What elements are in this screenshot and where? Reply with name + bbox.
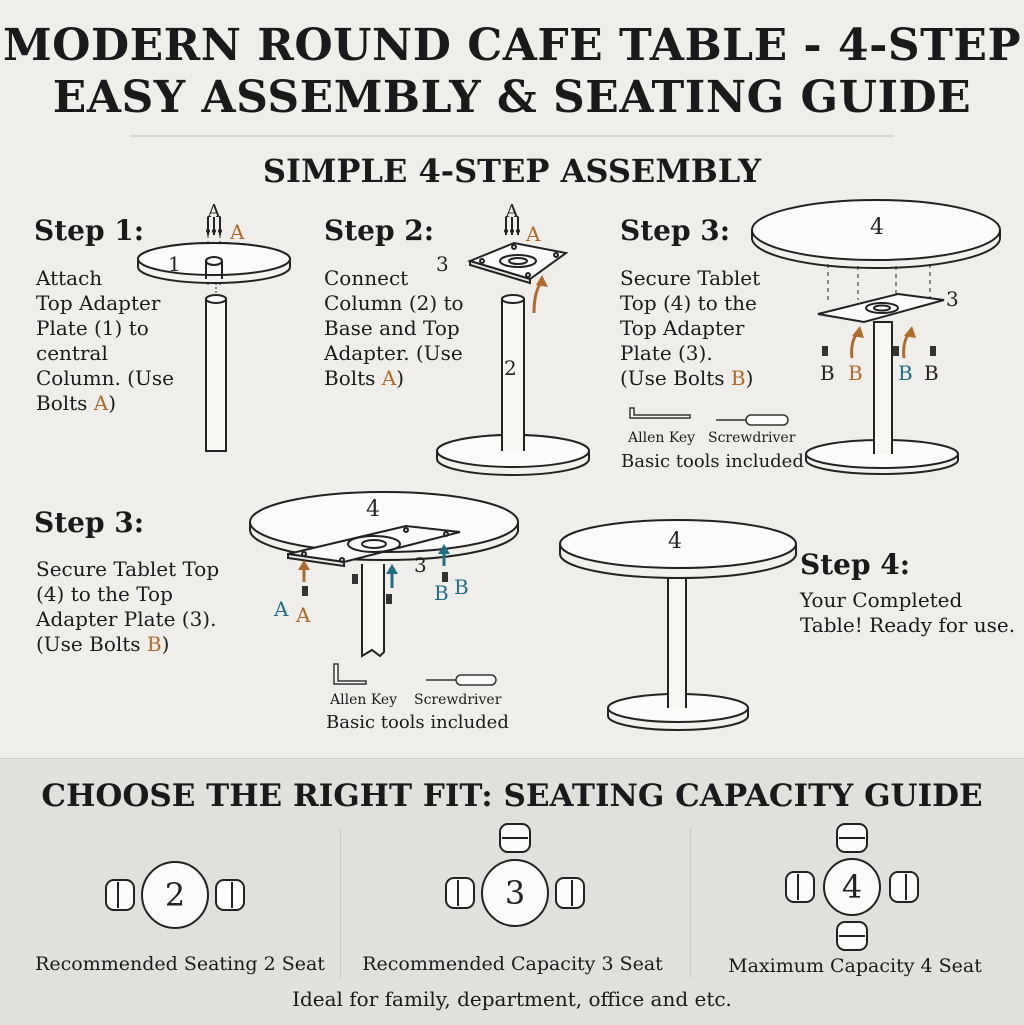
step4-heading: Step 4: bbox=[800, 548, 911, 581]
page-title bbox=[0, 20, 1024, 124]
step1-part-number: 1 bbox=[168, 252, 181, 276]
step3b-desc-line: Secure Tablet Top bbox=[36, 557, 220, 581]
step3b-screwdriver-label: Screwdriver bbox=[414, 692, 502, 708]
step3b-tools-note: Basic tools included bbox=[326, 712, 509, 733]
step3a-top-number: 4 bbox=[870, 215, 884, 240]
step3b-bolt-letter: B bbox=[146, 632, 162, 656]
step3a-desc-line: Top Adapter bbox=[620, 316, 745, 340]
step4-desc-line: Your Completed bbox=[800, 588, 963, 612]
step3a-desc-line: Secure Tablet bbox=[620, 266, 761, 290]
step1-bolts-line: Bolts A) bbox=[36, 391, 117, 415]
title-line-1: MODERN ROUND CAFE TABLE - 4-STEP bbox=[2, 20, 1022, 71]
seating-3-icon bbox=[440, 820, 590, 940]
seating-4-number: 4 bbox=[841, 868, 863, 906]
step2-heading: Step 2: bbox=[324, 214, 435, 247]
step3a-screwdriver-label: Screwdriver bbox=[708, 430, 796, 446]
step3a-illustration bbox=[748, 190, 1008, 482]
step3a-plate-number: 3 bbox=[946, 287, 959, 311]
step3a-desc-line: Top (4) to the bbox=[620, 291, 757, 315]
seating-4-label: Maximum Capacity 4 Seat bbox=[728, 955, 982, 977]
step2-column-number: 2 bbox=[504, 356, 517, 380]
step4-desc-line: Table! Ready for use. bbox=[800, 613, 1016, 637]
step3b-label-b2: B bbox=[454, 575, 469, 599]
title-divider bbox=[130, 135, 894, 137]
step3a-bolt-label: B bbox=[898, 361, 913, 385]
step3a-desc-line: Plate (3). bbox=[620, 341, 713, 365]
step1-heading: Step 1: bbox=[34, 214, 145, 247]
seating-2-number: 2 bbox=[164, 876, 186, 914]
step1-desc-line: Plate (1) to bbox=[36, 316, 149, 340]
step3b-label-a2: A bbox=[296, 603, 311, 627]
step3b-desc-line: (4) to the Top bbox=[36, 582, 173, 606]
step3a-bolt-letter: B bbox=[730, 366, 746, 390]
step2-desc-line: Connect bbox=[324, 266, 409, 290]
step3b-desc-line: Adapter Plate (3). bbox=[36, 607, 217, 631]
seating-divider bbox=[340, 828, 341, 978]
seating-2-label: Recommended Seating 2 Seat bbox=[35, 953, 325, 975]
seating-title: CHOOSE THE RIGHT FIT: SEATING CAPACITY GUIDE bbox=[41, 778, 983, 814]
step3a-allen-key-label: Allen Key bbox=[628, 430, 696, 446]
assembly-subtitle: SIMPLE 4-STEP ASSEMBLY bbox=[262, 152, 762, 190]
step3b-tools bbox=[326, 660, 506, 690]
step3a-bolts-line: (Use Bolts B) bbox=[620, 366, 754, 390]
seating-4-icon bbox=[782, 820, 922, 955]
step1-illustration bbox=[130, 195, 310, 460]
step2-desc-line: Column (2) to bbox=[324, 291, 464, 315]
step4-illustration bbox=[556, 516, 806, 736]
step1-desc-line: Attach bbox=[36, 266, 103, 290]
step3b-label-a1: A bbox=[274, 597, 289, 621]
step3b-heading: Step 3: bbox=[34, 506, 145, 539]
step4-top-number: 4 bbox=[668, 529, 682, 554]
seating-note: Ideal for family, department, office and etc. bbox=[292, 987, 732, 1011]
step3b-plate-number: 3 bbox=[414, 553, 427, 577]
step2-desc-line: Adapter. (Use bbox=[324, 341, 463, 365]
step3a-bolt-label: B bbox=[820, 361, 835, 385]
step2-bolt-label-top: A bbox=[505, 201, 519, 222]
step1-bolt-letter: A bbox=[93, 391, 109, 415]
seating-3-label: Recommended Capacity 3 Seat bbox=[362, 953, 663, 975]
step2-bolt-letter: A bbox=[381, 366, 397, 390]
step3a-bolt-label: B bbox=[848, 361, 863, 385]
step3a-bolt-label: B bbox=[924, 361, 939, 385]
step1-desc-line: Top Adapter bbox=[36, 291, 161, 315]
step2-plate-number: 3 bbox=[436, 252, 449, 276]
step3b-bolts-line: (Use Bolts B) bbox=[36, 632, 170, 656]
step3a-heading: Step 3: bbox=[620, 214, 731, 247]
step2-illustration bbox=[430, 195, 600, 475]
step3b-label-b1: B bbox=[434, 581, 449, 605]
step2-desc-line: Base and Top bbox=[324, 316, 460, 340]
step3b-illustration bbox=[246, 486, 536, 666]
seating-3-number: 3 bbox=[504, 874, 526, 912]
step3a-tools-note: Basic tools included bbox=[621, 451, 804, 472]
step1-bolt-label-top: A bbox=[207, 201, 221, 222]
step2-bolts-line: Bolts A) bbox=[324, 366, 405, 390]
step1-desc-line: Column. (Use bbox=[36, 366, 174, 390]
step1-desc-line: central bbox=[36, 341, 108, 365]
seating-2-icon bbox=[100, 850, 250, 940]
step3b-allen-key-label: Allen Key bbox=[330, 692, 398, 708]
seating-divider bbox=[690, 828, 691, 978]
step3b-description bbox=[36, 557, 246, 657]
step4-description bbox=[800, 588, 1020, 638]
title-line-2: EASY ASSEMBLY & SEATING GUIDE bbox=[52, 72, 972, 123]
step3b-top-number: 4 bbox=[366, 497, 380, 522]
step1-bolt-label-side: A bbox=[230, 220, 245, 244]
step2-bolt-label-side: A bbox=[526, 222, 541, 246]
